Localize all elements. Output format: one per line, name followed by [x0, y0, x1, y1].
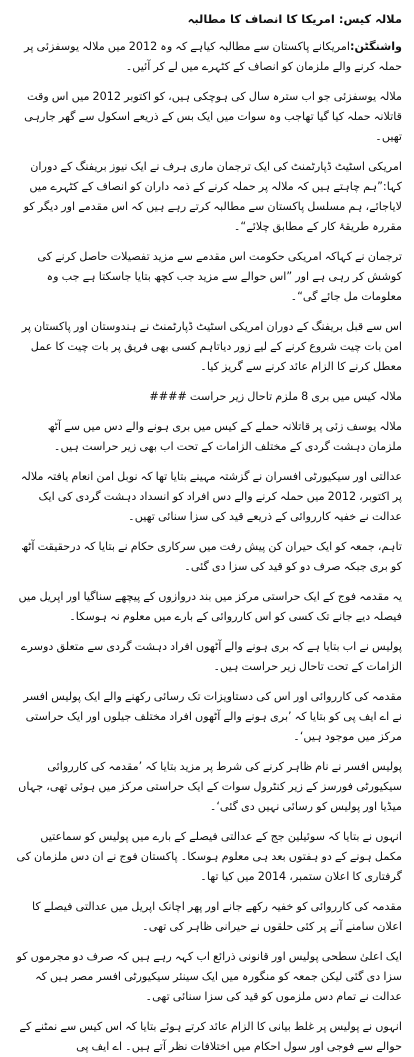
dateline: واشنگٹن: [350, 40, 402, 53]
article-paragraph [12, 37, 402, 77]
article-title: ملالہ کیس: امریکا کا انصاف کا مطالبہ [187, 12, 402, 26]
article-paragraph: تاہم، جمعہ کو ایک حیران کن پیش رفت میں سرکاری حکام نے بتایا کہ درحقیقت آٹھ کو بری جبکہ صرف دو کو قید کی سزا دی گئی۔ [21, 540, 402, 573]
article-paragraph: انہوں نے پولیس پر غلط بیانی کا الزام عائد کرتے ہوئے بتایا کہ اس کیس سے نمٹنے کے حوالے سے فوجی اور سول احکام میں اختلافات نظر آتے ہیں۔ اے ایف پی [19, 1020, 402, 1053]
article-paragraph: پولیس نے اب بتایا ہے کہ بری ہونے والے آٹھوں افراد دہشت گردی سے متعلق دوسرے الزامات کے تحت تاحال زیر حراست ہیں۔ [20, 640, 402, 673]
article-paragraph: ملالہ یوسف زئی پر قاتلانہ حملے کے کیس میں بری ہونے والے دس میں سے آٹھ ملزمان دہشت گردی کے مختلف الزامات کے تحت اب بھی زیر حراست ہیں۔ [47, 420, 402, 453]
article-paragraph: امریکی اسٹیٹ ڈپارٹمنٹ کی ایک ترجمان ماری ہرف نے ایک نیوز بریفنگ کے دوران کہا:”ہم چاہتے ہیں کہ ملالہ پر حملہ کرنے کے ذمہ داران کو انصاف کے کٹہرے میں لایاجائے، ہم مسلسل پاکستان سے مطالبہ کرتے رہے ہیں کہ اس مقدمے اور دیگر کو مقررہ طریقۂ کار کے مطابق چلائے“۔ [23, 160, 402, 233]
article-paragraph: مقدمہ کی کارروائی اور اس کی دستاویزات تک رسائی رکھنے والے ایک پولیس افسر نے اے ایف پی کو بتایا کہ ’بری ہونے والے آٹھوں افراد مختلف جیلوں اور ایک حراستی مرکز میں موجود ہیں‘۔ [23, 690, 402, 743]
article-paragraph: یہ مقدمہ فوج کے ایک حراستی مرکز میں بند دروازوں کے پیچھے سناگیا اور اپریل میں فیصلہ دیے جانے تک کسی کو اس کارروائی کے بارے میں معلوم نہ ہوسکا۔ [18, 590, 402, 623]
paragraph-text: امریکانے پاکستان سے مطالبہ کیاہے کہ وہ 2012 میں ملالہ یوسفزئی پر حملہ کرنے والے ملزمان کو انصاف کے کٹہرے میں لے کر آئیں۔ [24, 40, 402, 73]
article-paragraph: اس سے قبل بریفنگ کے دوران امریکی اسٹیٹ ڈپارٹمنٹ نے ہندوستان اور پاکستان پر امن بات چیت شروع کرنے کے لیے زور دیاتاہم کسی بھی فریق پر بات چیت کا عمل معطل کرنے کا الزام عائد کرنے سے گریز کیا۔ [21, 320, 402, 373]
article-paragraph: انہوں نے بتایا کہ سوئیلین جج کے عدالتی فیصلے کے بارے میں پولیس کو سماعتیں مکمل ہونے کے دو ہفتوں بعد ہی معلوم ہوسکا۔ پاکستان فوج نے ان دس ملزمان کی گرفتاری کا اعلان ستمبر، 2014 میں کیا تھا۔ [16, 830, 402, 883]
article-paragraph: عدالتی اور سیکیورٹی افسران نے گزشتہ مہینے بتایا تھا کہ نوبل امن انعام یافتہ ملالہ پر اکتوبر، 2012 میں حملہ کرنے والے دس افراد کو انسداد دہشت گردی کی ایک عدالت نے خفیہ کارروائی کے ذریعے قید کی سزا سنائی تھیں۔ [20, 470, 402, 523]
article-paragraph: مقدمہ کی کارروائی کو خفیہ رکھے جانے اور پھر اچانک اپریل میں عدالتی فیصلے کا اعلان سامنے آنے پر کئی حلقوں نے حیرانی ظاہر کی تھی۔ [31, 900, 402, 933]
article-paragraph: ترجمان نے کہاکہ امریکی حکومت اس مقدمے سے مزید تفصیلات حاصل کرنے کی کوشش کر رہی ہے اور ”اس حوالے سے مزید جب کچھ بتایا جاسکتا ہے جب وہ معلومات مل جائے گی“۔ [37, 250, 402, 303]
article-paragraph: ملالہ کیس میں بری 8 ملزم تاحال زیر حراست #### [149, 390, 402, 403]
article-paragraph: ایک اعلیٰ سطحی پولیس اور قانونی ذرائع اب کہہ رہے ہیں کہ صرف دو مجرموں کو سزا دی گئی لیکن جمعہ کو منگورہ میں ایک سینئر سیکیورٹی افسر مصر ہیں کہ عدالت نے تمام دس ملزموں کو قید کی سزا سنائی تھی۔ [16, 950, 402, 1003]
article-paragraph: ملالہ یوسفزئی جو اب سترہ سال کی ہوچکی ہیں، کو اکتوبر 2012 میں اس وقت قاتلانہ حملہ کیا گیا تھاجب وہ سوات میں ایک بس کے ذریعے اسکول سے گھر جارہی تھیں۔ [24, 90, 402, 143]
article-paragraph: پولیس افسر نے نام ظاہر کرنے کی شرط پر مزید بتایا کہ ’مقدمہ کی کارروائی سیکیورٹی فورسز کے زیر کنٹرول سوات کے ایک حراستی مرکز میں ہوئی تھی، جہاں میڈیا اور پولیس کو رسائی نہیں دی گئی‘۔ [18, 760, 402, 813]
